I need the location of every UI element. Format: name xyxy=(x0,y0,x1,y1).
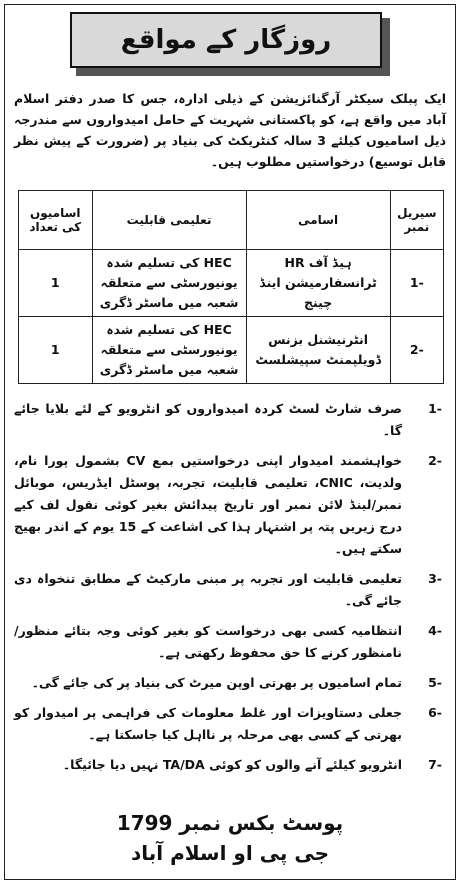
list-item xyxy=(14,754,446,776)
gpo-line: جی پی او اسلام آباد xyxy=(130,841,330,865)
item-number: -3 xyxy=(428,571,442,586)
row-count: 1 xyxy=(19,250,93,317)
table-header-row xyxy=(19,191,444,250)
item-number: -7 xyxy=(428,757,442,772)
item-number: -2 xyxy=(428,453,442,468)
row-post: انٹرنیشنل بزنس ڈویلپمنٹ سپیشلسٹ xyxy=(246,317,390,384)
row-post: ہیڈ آف HR ٹرانسفارمیشن اینڈ چینج xyxy=(246,250,390,317)
instructions-list xyxy=(14,398,446,784)
banner-title: روزگار کے مواقع xyxy=(70,12,382,68)
list-item xyxy=(14,620,446,664)
postal-address xyxy=(80,808,380,868)
intro-paragraph: ایک پبلک سیکٹر آرگنائزیشن کے ذیلی ادارہ، جس کا صدر دفتر اسلام آباد میں واقع ہے، کو پاکستانی شہریت کے حامل امیدواروں سے مندرجہ ذیل اسامیوں کیلئے 3 سالہ کنٹریکٹ کی بنیاد پر (ضرورت کے پیش نظر قابل توسیع) درخواستیں مطلوب ہیں۔ xyxy=(14,91,447,169)
table-row xyxy=(19,317,444,384)
item-text: صرف شارٹ لسٹ کردہ امیدواروں کو انٹرویو کے لئے بلایا جائے گا۔ xyxy=(14,401,402,438)
header-count: اسامیوں کی تعداد xyxy=(19,191,93,250)
list-item xyxy=(14,702,446,746)
list-item xyxy=(14,568,446,612)
item-number: -6 xyxy=(428,705,442,720)
row-serial: -1 xyxy=(390,250,443,317)
banner xyxy=(70,12,390,76)
item-text: تمام اسامیوں پر بھرتی اوپن میرٹ کی بنیاد پر کی جائے گی۔ xyxy=(31,675,402,690)
item-text: جعلی دستاویزات اور غلط معلومات کی فراہمی پر امیدوار کو بھرتی کے کسی بھی مرحلہ پر نااہل کیا جاسکتا ہے۔ xyxy=(14,705,402,742)
row-count: 1 xyxy=(19,317,93,384)
row-qualification: HEC کی تسلیم شدہ یونیورسٹی سے متعلقہ شعبہ میں ماسٹر ڈگری xyxy=(92,250,246,317)
row-serial: -2 xyxy=(390,317,443,384)
item-number: -4 xyxy=(428,623,442,638)
item-number: -5 xyxy=(428,675,442,690)
header-qualification: تعلیمی قابلیت xyxy=(92,191,246,250)
list-item xyxy=(14,398,446,442)
list-item xyxy=(14,450,446,560)
table-row xyxy=(19,250,444,317)
header-post: اسامی xyxy=(246,191,390,250)
list-item xyxy=(14,672,446,694)
jobs-table xyxy=(18,190,444,384)
row-qualification: HEC کی تسلیم شدہ یونیورسٹی سے متعلقہ شعبہ میں ماسٹر ڈگری xyxy=(92,317,246,384)
item-text: انتظامیہ کسی بھی درخواست کو بغیر کوئی وجہ بتائے منظور/نامنظور کرنے کا حق محفوظ رکھتی ہے۔ xyxy=(14,623,402,660)
item-text: انٹرویو کیلئے آنے والوں کو کوئی TA/DA نہیں دیا جائیگا۔ xyxy=(62,757,402,772)
item-number: -1 xyxy=(428,401,442,416)
po-box-line: پوسٹ بکس نمبر 1799 xyxy=(116,811,344,835)
item-text: تعلیمی قابلیت اور تجربہ پر مبنی مارکیٹ کے مطابق تنخواہ دی جائے گی۔ xyxy=(14,571,402,608)
item-text: خواہشمند امیدوار اپنی درخواستیں بمع CV بشمول پورا نام، ولدیت، CNIC، تعلیمی قابلیت، تجربہ، پوسٹل ایڈریس، موبائل نمبر/لینڈ لائن نمبر اور تاریخ پیدائش بغیر کوئی نقول لف کیے درج زیریں پتہ پر اشتہار ہذا کی اشاعت کے 15 یوم کے اندر بھیج سکتے ہیں۔ xyxy=(14,453,403,556)
header-serial: سیریل نمبر xyxy=(390,191,443,250)
